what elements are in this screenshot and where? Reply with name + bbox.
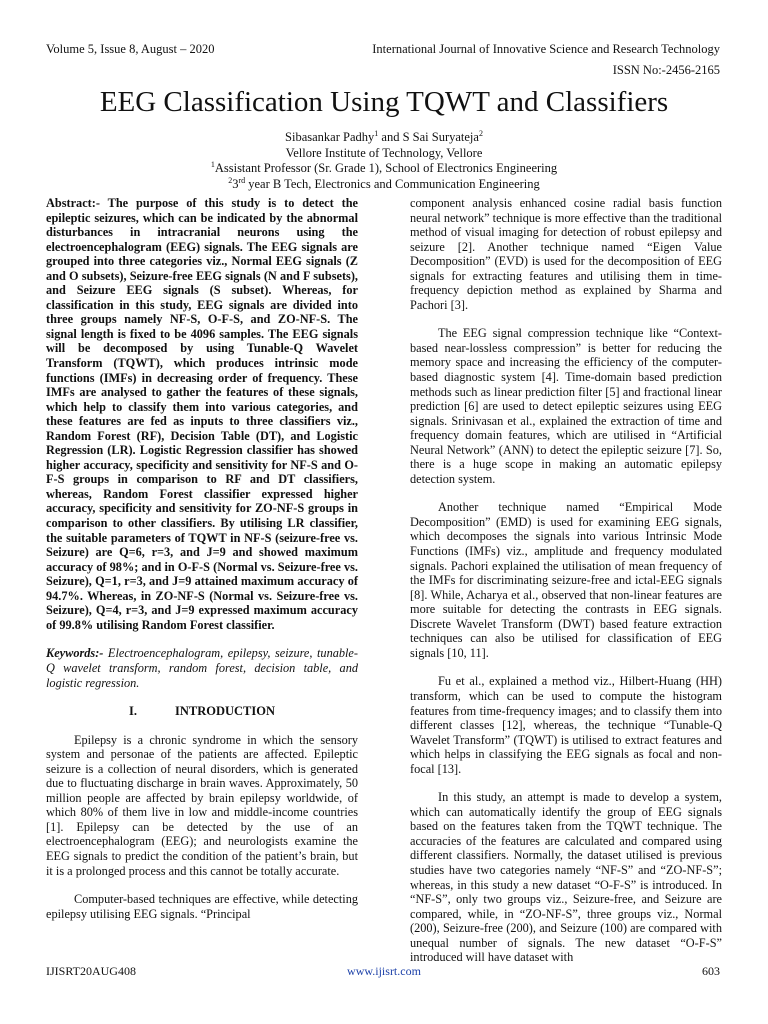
page-number: 603 [702, 964, 720, 978]
body-paragraph: In this study, an attempt is made to develop a system, which can automatically identify the group of EEG signals based on the features taken from the TQWT technique. The accuracies of the features are calculated and compared using different classifiers. Normally, the dataset utilised is previous studies have two categories namely “NF-S” and “ZO-NF-S”; whereas, in this study a new dataset “O-F-S” is introduced. In “NF-S”, only two groups viz., Seizure-free, and Seizure are compared, while, in “ZO-NF-S”, three groups viz., Normal (200), Seizure-free (200), and Seizure (100) are compared with unequal number of signals. The new dataset “O-F-S” introduced will have dataset with [410, 790, 722, 965]
author-2-sup: 2 [478, 128, 483, 138]
journal-website-link[interactable]: www.ijisrt.com [347, 964, 421, 978]
author-names [0, 130, 768, 146]
paper-id: IJISRT20AUG408 [46, 964, 136, 978]
paper-title: EEG Classification Using TQWT and Classifiers [99, 86, 669, 118]
body-paragraph: Epilepsy is a chronic syndrome in which the sensory system and personae of the patients are affected. Epileptic seizure is a collection of neural disorders, which is generated due to fluctuating discharge in brain waves. Approximately, 50 million people are affected by brain epilepsy worldwide, of which 80% of them live in low and middle-income countries [1]. Epilepsy can be detected by the use of an electroencephalogram (EEG); and neurologists examine the EEG signals to predict the condition of the patient’s brain, but it is a prolonged process and this cannot be totally accurate. [46, 732, 358, 878]
affiliation-1 [0, 161, 768, 177]
section-heading [46, 704, 358, 719]
affiliation-1-sup: 1 [210, 160, 215, 170]
body-paragraph: component analysis enhanced cosine radial basis function neural network” technique is more effective than the traditional method of visual imaging for detection of robust epilepsy and seizure [2]. Another technique named “Eigen Value Decomposition” (EVD) is used for the decomposition of EEG signals for extracting features and utilising them in time-frequency depiction method as explained by Sharma and Pachori [3]. [410, 196, 722, 312]
author-1: Sibasankar Padhy [285, 130, 375, 144]
author-block [0, 130, 768, 192]
keywords [46, 646, 358, 690]
body-paragraph: Fu et al., explained a method viz., Hilbert-Huang (HH) transform, which can be used to compute the histogram features from time-frequency images; and to classify them into different classes [12], whereas, the technique “Tunable-Q Wavelet Transform” (TQWT) is utilised to extract features and which helps in classifying the EEG signals as focal and non-focal [13]. [410, 674, 722, 776]
author-1-sup: 1 [374, 128, 379, 138]
journal-name: International Journal of Innovative Science and Research Technology [372, 42, 720, 56]
keywords-label: Keywords:- [46, 646, 104, 661]
volume-issue: Volume 5, Issue 8, August – 2020 [46, 42, 215, 56]
affiliation-2-text: year B Tech, Electronics and Communication Engineering [245, 176, 540, 191]
affiliation-2 [0, 177, 768, 193]
body-paragraph: Computer-based techniques are effective, while detecting epilepsy utilising EEG signals. “Principal [46, 892, 358, 921]
affiliation-2-year: 3 [232, 176, 239, 191]
institute: Vellore Institute of Technology, Vellore [285, 145, 483, 160]
abstract: Abstract:- The purpose of this study is to detect the epileptic seizures, which can be indicated by the abnormal disturbances in intracranial neurons using the electroencephalogram (EEG) signals. The EEG signals are grouped into three categories viz., Normal EEG signals (Z and O subsets), Seizure-free EEG signals (N and F subsets), and Seizure EEG signals (S subset). Whereas, for classification in this study, EEG signals are divided into three groups namely NF-S, O-F-S, and ZO-NF-S. The signal length is fixed to be 4096 samples. The EEG signals will be decomposed by using Tunable-Q Wavelet Transform (TQWT), which produces intrinsic mode functions (IMFs) in decreasing order of frequency. These IMFs are analysed to gather the features of these signals, which help to classify them into various categories, and these features are fed as inputs to three classifiers viz., Random Forest (RF), Decision Table (DT), and Logistic Regression (LR). Logistic Regression classifier has showed higher accuracy, specificity and sensitivity for NF-S and O-F-S groups in comparison to RF and DT classifiers, whereas, Random Forest classifier expressed higher accuracy, specificity and sensitivity for ZO-NF-S groups in comparison to other classifiers. By utilising LR classifier, the suitable parameters of TQWT in NF-S (seizure-free vs. Seizure) are Q=6, r=3, and J=9 and showed maximum accuracy of 98%; and in O-F-S (Normal vs. Seizure-free vs. Seizure), Q=1, r=3, and J=9 attained maximum accuracy of 94.7%. Whereas, in ZO-NF-S (Normal vs. Seizure-free vs. Seizure), Q=4, r=3, and J=9 expressed maximum accuracy of 99.8% utilising Random Forest classifier. [46, 196, 358, 632]
body-paragraph: Another technique named “Empirical Mode Decomposition” (EMD) is used for examining EEG signals, which decomposes the signals into various Intrinsic Mode Functions (IMFs) viz., amplitude and frequency modulated signals. Pachori explained the utilisation of mean frequency of the IMFs for discriminating seizure-free and ictal-EEG signals [8]. While, Acharya et al., observed that non-linear features are more suitable for detecting the contrasts in EEG signals. Discrete Wavelet Transform (DWT) based feature extraction techniques can also be utilised for classification of EEG signals [10, 11]. [410, 500, 722, 660]
right-column [410, 196, 722, 979]
left-column [46, 196, 358, 935]
body-paragraph: The EEG signal compression technique like “Context-based near-lossless compression” is better for reducing the memory space and increasing the efficiency of the computer-based diagnostic system [4]. Time-domain based prediction methods such as linear prediction filter [5] and fractional linear prediction [6] are used to detect epileptic seizures using EEG signals. Srinivasan et al., explained the extraction of time and frequency domain features, which are utilised in “Artificial Neural Network” (ANN) to detect the epileptic seizure [7]. So, there is a huge scope in making an automatic epilepsy detection system. [410, 326, 722, 486]
author-2: and S Sai Suryateja [378, 130, 479, 144]
section-number: I. [128, 704, 137, 719]
issn-number: ISSN No:-2456-2165 [612, 63, 720, 77]
affiliation-1-text: Assistant Professor (Sr. Grade 1), School of Electronics Engineering [214, 161, 558, 176]
keywords-text: Electroencephalogram, epilepsy, seizure, tunable-Q wavelet transform, random forest, decision table, and logistic regression. [46, 646, 358, 690]
section-title: INTRODUCTION [174, 704, 275, 719]
affiliation-2-ordinal: rd [238, 175, 246, 185]
affiliation-2-sup: 2 [228, 175, 233, 185]
